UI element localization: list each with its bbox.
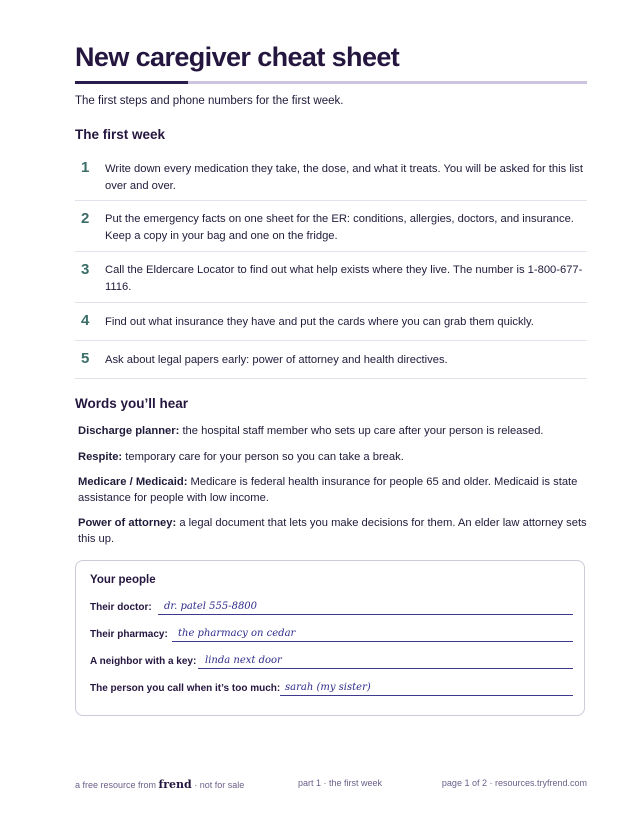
footer-page-info: page 1 of 2 · resources.tryfrend.com	[441, 778, 587, 788]
step-text: Write down every medication they take, the dose, and what it treats. You will be asked for this list over and over.	[105, 163, 583, 192]
step-text: Find out what insurance they have and put the cards where you can grab them quickly.	[105, 316, 534, 328]
glossary-item	[78, 516, 588, 547]
glossary-definition: temporary care for your person so you can take a break.	[122, 451, 404, 463]
step-item	[75, 201, 587, 252]
field-underline	[172, 641, 573, 642]
glossary-item	[78, 424, 588, 440]
your-people-card	[75, 560, 585, 716]
footer-credit-prefix: a free resource from	[75, 780, 159, 790]
step-item	[75, 150, 587, 201]
footer-section: part 1 · the first week	[298, 778, 383, 788]
support-person-field[interactable]	[90, 676, 573, 696]
step-item	[75, 303, 587, 341]
glossary-definition: Medicare is federal health insurance for people 65 and older. Medicaid is state assistance for people with low income.	[78, 476, 578, 504]
first-week-heading: The first week	[75, 127, 166, 142]
neighbor-field[interactable]	[90, 649, 573, 669]
doctor-field[interactable]	[90, 595, 573, 615]
field-label: A neighbor with a key:	[90, 656, 197, 667]
glossary-term: Power of attorney:	[78, 517, 177, 529]
step-text: Ask about legal papers early: power of attorney and health directives.	[105, 354, 448, 366]
field-label: The person you call when it’s too much:	[90, 683, 281, 694]
field-underline	[198, 668, 573, 669]
step-item	[75, 341, 587, 379]
step-number: 1	[81, 159, 90, 176]
step-item	[75, 252, 587, 303]
field-underline	[280, 695, 573, 696]
step-number: 3	[81, 261, 90, 278]
title-rule-accent	[75, 81, 188, 84]
footer-credit	[75, 778, 244, 791]
step-text: Call the Eldercare Locator to find out what help exists where they live. The number is 1-800-677-1116.	[105, 264, 583, 293]
glossary-item	[78, 475, 588, 506]
glossary-term: Respite:	[78, 451, 123, 463]
words-heading: Words you’ll hear	[75, 396, 189, 411]
step-number: 2	[81, 210, 90, 227]
glossary-definition: a legal document that lets you make decisions for them. An elder law attorney sets this up.	[78, 517, 587, 545]
title-rule	[75, 81, 587, 84]
steps-list	[75, 150, 587, 379]
field-label: Their pharmacy:	[90, 629, 168, 640]
page-footer	[75, 778, 587, 792]
step-text: Put the emergency facts on one sheet for the ER: conditions, allergies, doctors, and insurance. Keep a copy in your bag and one on the fridge.	[105, 213, 574, 242]
step-number: 4	[81, 312, 90, 329]
glossary-item	[78, 450, 588, 466]
field-underline	[158, 614, 573, 615]
your-people-heading: Your people	[90, 574, 156, 586]
field-value: linda next door	[205, 655, 282, 666]
footer-credit-suffix: · not for sale	[191, 780, 245, 790]
field-value: dr. patel 555-8800	[164, 601, 258, 612]
field-label: Their doctor:	[90, 602, 152, 613]
field-value: sarah (my sister)	[285, 682, 371, 693]
glossary-definition: the hospital staff member who sets up care after your person is released.	[179, 425, 544, 437]
glossary-term: Medicare / Medicaid:	[78, 476, 188, 488]
pharmacy-field[interactable]	[90, 622, 573, 642]
intro-text: The first steps and phone numbers for the first week.	[75, 95, 344, 107]
page-title: New caregiver cheat sheet	[75, 42, 400, 72]
step-number: 5	[81, 350, 90, 367]
brand-logo: frend	[158, 778, 192, 791]
glossary-term: Discharge planner:	[78, 425, 180, 437]
field-value: the pharmacy on cedar	[178, 628, 296, 639]
